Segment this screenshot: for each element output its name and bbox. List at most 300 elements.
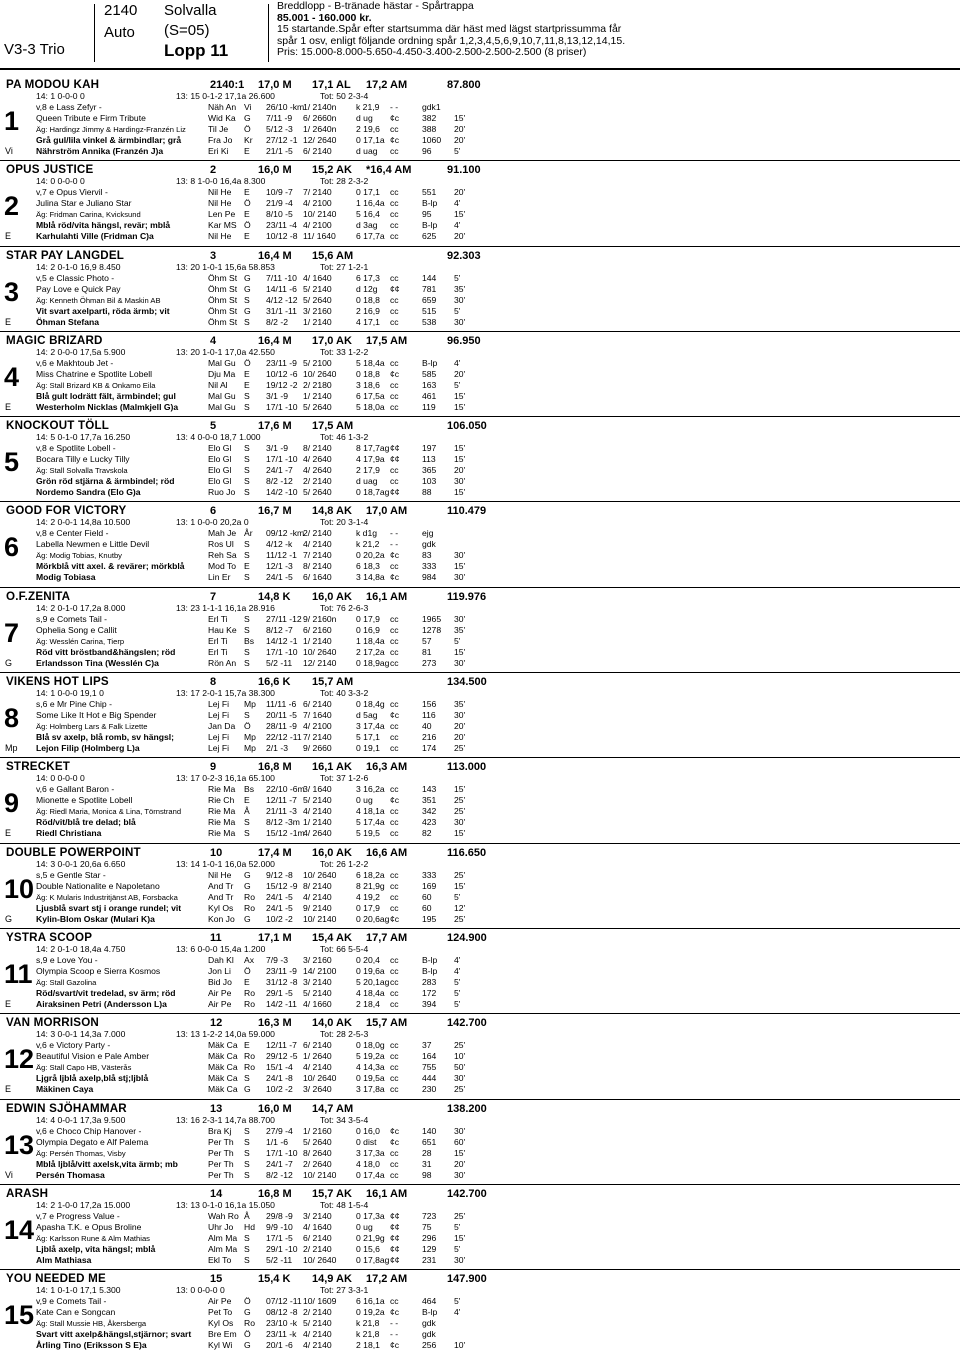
start-field: 35' (454, 624, 466, 635)
start-field: cc (390, 220, 399, 231)
horse-header-row (0, 334, 960, 348)
start-field: Dah Kl (208, 954, 234, 965)
record-time: 16,6 AM (366, 846, 408, 859)
start-field: Kyl Wi (208, 1340, 233, 1351)
record-time: 15,4 K (258, 1273, 291, 1286)
start-field: Per Th (208, 1158, 234, 1169)
racing-colors: Mblå ljblå/vitt axelsk,vita ärmb; mb (36, 1158, 178, 1169)
start-field: 5' (454, 976, 461, 987)
start-field: 30' (454, 476, 466, 487)
start-field: 8/ 2140 (303, 880, 332, 891)
start-row (0, 1137, 960, 1148)
start-field: cc (390, 613, 399, 624)
start-field: gdk1 (422, 102, 441, 112)
start-field: 0 20,6ag (356, 913, 390, 924)
start-field: 83 (422, 550, 432, 561)
start-field: 5/ 2640 (303, 294, 332, 305)
start-field: 60' (454, 1136, 466, 1147)
stats-total: Tot: 34 3-5-4 (320, 1114, 369, 1125)
start-field: 3 17,4a (356, 721, 385, 732)
start-field: 5' (454, 987, 461, 998)
start-field: 10/12 -6 (266, 368, 298, 379)
start-field: 4' (454, 220, 461, 231)
starters-rule: 15 startande.Spår efter startsumma där häst med lägst startprissumma får (277, 23, 622, 36)
start-field: 6/ 2140 (303, 146, 332, 156)
start-field: 3/ 2160 (303, 954, 332, 965)
start-field: 1/ 2140n (303, 102, 337, 112)
start-field: 464 (422, 1296, 437, 1307)
start-field: B-lp (422, 954, 438, 965)
horse-name[interactable]: KNOCKOUT TÖLL (6, 419, 110, 433)
start-field: 296 (422, 1232, 437, 1243)
horse-name[interactable]: STAR PAY LANGDEL (6, 248, 125, 262)
start-field: 11/ 1640 (303, 231, 336, 242)
start-field: 15/1 -4 (266, 1062, 293, 1073)
race-class: Breddlopp - B-tränade hästar - Spårtrappa (277, 0, 474, 12)
start-field: 1/ 2160 (303, 1125, 332, 1136)
horse-header-row (0, 1272, 960, 1286)
start-field: 28/11 -9 (266, 721, 297, 732)
start-field: 5/ 2100 (303, 357, 332, 368)
start-row (0, 146, 960, 157)
owner: Äg: Stall Brizard KB & Onkamo Eila (36, 380, 156, 390)
start-field: 113 (422, 454, 436, 465)
trainer-track: E (5, 828, 12, 839)
start-field: 5' (454, 1243, 461, 1254)
record-time: 16,6 K (258, 676, 291, 689)
start-field: S (244, 390, 250, 401)
start-field: E (244, 146, 250, 156)
dam-line: Olympia Degato e Alf Palema (36, 1136, 149, 1147)
start-field: 11/11 -6 (266, 699, 297, 710)
start-field: B-lp (422, 1307, 438, 1318)
record-time: 16,0 AK (312, 846, 352, 859)
start-field: cc (390, 965, 399, 976)
start-row (0, 572, 960, 583)
owner: Äg: Fridman Carina, Kvicksund (36, 210, 141, 220)
start-field: Rie Ma (208, 784, 236, 795)
stats-total: Tot: 37 1-2-6 (320, 773, 369, 784)
start-field: 1/ 2140 (303, 390, 332, 401)
start-field: 11/12 -1 (266, 550, 297, 561)
pedigree: v,6 e Choco Chip Hanover - (36, 1125, 142, 1136)
start-field: cc (390, 624, 399, 635)
start-field: 6 16,1a (356, 1296, 385, 1307)
start-field: 30' (454, 1169, 466, 1180)
start-field: 7/ 1640 (303, 710, 332, 721)
start-field: 0 20,4 (356, 954, 380, 965)
start-field: d uag (356, 146, 378, 156)
stats-2014: 14: 1 0-1-0 17,1 5.300 (36, 1285, 121, 1296)
start-field: E (244, 209, 250, 220)
start-field: Lej Fi (208, 743, 230, 754)
divider (94, 4, 95, 62)
racing-colors: Blå sv axelp, blå romb, sv hängsl; (36, 732, 175, 743)
start-field: 1/ 2140 (303, 635, 332, 646)
start-field: 20' (454, 231, 466, 242)
start-field: 15' (454, 390, 466, 401)
horse-header-row (0, 504, 960, 518)
horse-entry (0, 929, 960, 1014)
start-field: 28 (422, 1147, 432, 1158)
start-field: ¢c (390, 795, 400, 806)
start-points: 124.900 (447, 931, 487, 944)
start-field: 2/ 2140 (303, 1307, 332, 1318)
stats-total: Tot: 46 1-3-2 (320, 432, 369, 443)
start-field: E (244, 187, 250, 198)
start-field: 3 18,6 (356, 379, 380, 390)
start-field: Mah Je (208, 528, 237, 539)
start-field: S (244, 401, 250, 412)
start-field: Ö (244, 1296, 251, 1307)
start-field: 461 (422, 390, 437, 401)
start-field: 20' (454, 135, 466, 145)
start-field: cc (390, 828, 399, 839)
start-field: And Tr (208, 880, 234, 891)
stats-2013: 13: 16 2-3-1 14,7a 88.700 (176, 1114, 275, 1125)
start-field: 0 19,2a (356, 1307, 385, 1318)
start-field: S (244, 1125, 250, 1136)
record-time: 16,3 M (258, 1017, 292, 1030)
start-field: Per Th (208, 1136, 234, 1147)
horse-name[interactable]: YSTRA SCOOP (6, 930, 93, 944)
start-field: 4/ 2640 (303, 465, 332, 476)
start-field: 5' (454, 998, 461, 1009)
horse-name[interactable]: STRECKET (6, 760, 71, 774)
start-field: G (244, 1307, 251, 1318)
race-number: Lopp 11 (164, 41, 229, 60)
start-field: 10/ 2140 (303, 913, 337, 924)
start-field: 7/9 -3 (266, 954, 288, 965)
start-field: 3/ 2140 (303, 976, 332, 987)
start-field: ¢c (390, 135, 400, 145)
start-field: 27/12 -1 (266, 135, 298, 145)
start-field: 625 (422, 231, 437, 242)
start-field: 0 18,7ag (356, 487, 390, 498)
start-field: 10/ 2640 (303, 1254, 337, 1265)
horse-name[interactable]: VAN MORRISON (6, 1016, 100, 1030)
start-field: 14/2 -11 (266, 998, 297, 1009)
stats-total: Tot: 20 3-1-4 (320, 517, 369, 528)
start-field: 4/12 -12 (266, 294, 298, 305)
start-field: S (244, 657, 250, 668)
start-field: 27/11 -12 (266, 613, 302, 624)
start-field: Pet To (208, 1307, 233, 1318)
horse-name[interactable]: MAGIC BRIZARD (6, 333, 103, 347)
owner: Äg: Stall Mussie HB, Åkersberga (36, 1319, 147, 1329)
start-field: 17/1 -10 (266, 401, 298, 412)
record-time: 16,1 AM (366, 1187, 408, 1200)
start-field: 4 19,2 (356, 891, 380, 902)
trainer-track: G (5, 913, 13, 924)
header-rule (0, 68, 960, 70)
start-field: 0 dist (356, 1136, 377, 1147)
start-field: 30' (454, 710, 466, 721)
start-field: 5 19,5 (356, 828, 380, 839)
start-field: 5 18,0a (356, 401, 385, 412)
start-field: 24/1 -8 (266, 1073, 293, 1084)
stats-row (0, 603, 960, 614)
start-field: ¢c (390, 1125, 400, 1136)
start-field: Jon Li (208, 965, 231, 976)
start-field: B-lp (422, 220, 438, 231)
program-number: 7 (4, 617, 20, 648)
horse-name[interactable]: ARASH (6, 1186, 49, 1200)
stats-2014: 14: 2 0-1-0 17,2a 8.000 (36, 602, 126, 613)
start-field: cc (390, 316, 399, 327)
start-field: 14/11 -6 (266, 283, 297, 294)
start-field: 20' (454, 1158, 466, 1169)
owner: Äg: Persén Thomas, Visby (36, 1148, 126, 1158)
start-row (0, 306, 960, 317)
start-row (0, 806, 960, 817)
pedigree: s,6 e Mr Pine Chip - (36, 699, 112, 710)
start-field: ¢c (390, 1307, 400, 1318)
dam-line: Double Nationalite e Napoletano (36, 880, 160, 891)
stats-2014: 14: 5 0-1-0 17,7a 16.250 (36, 432, 131, 443)
record-time: 16,4 M (258, 249, 292, 262)
start-field: Mäk Ca (208, 1040, 238, 1051)
start-points: 119.976 (447, 590, 487, 603)
driver: Nährström Annika (Franzén J)a (36, 146, 164, 156)
stats-row (0, 859, 960, 870)
start-field: 6/ 2140 (303, 1232, 332, 1243)
start-field: 29/1 -10 (266, 1243, 298, 1254)
start-row (0, 784, 960, 795)
start-field: 5' (454, 635, 461, 646)
start-field: 21/9 -4 (266, 198, 293, 209)
start-field: 25' (454, 1084, 466, 1095)
horse-name[interactable]: PA MODOU KAH (6, 78, 100, 91)
start-field: G (244, 113, 251, 123)
start-field: 273 (422, 657, 437, 668)
start-field: 4 18,0 (356, 1158, 380, 1169)
start-field: S (244, 828, 250, 839)
driver: Årling Tino (Eriksson S E)a (36, 1340, 147, 1351)
start-field: Mal Gu (208, 401, 236, 412)
start-row (0, 1233, 960, 1244)
horse-name[interactable]: OPUS JUSTICE (6, 163, 94, 177)
program-number: 15 (4, 1300, 35, 1331)
start-field: 1/ 2640n (303, 124, 337, 134)
start-field: Bre Em (208, 1329, 237, 1340)
start-field: 25' (454, 743, 466, 754)
stats-2014: 14: 0 0-0-0 0 (36, 176, 85, 187)
start-field: 5/ 2140 (303, 795, 332, 806)
start-field: S (244, 1243, 250, 1254)
start-field: 30' (454, 294, 466, 305)
program-number: 2 (4, 191, 20, 222)
start-field: Ro (244, 1051, 255, 1062)
start-field: G (244, 1084, 251, 1095)
start-field: Ekl To (208, 1254, 232, 1265)
start-field: 116 (422, 710, 436, 721)
start-field: 5/ 2140 (303, 283, 332, 294)
start-row (0, 699, 960, 710)
post-position: 2140:1 (210, 79, 245, 91)
start-field: 8/2 -12 (266, 476, 293, 487)
stats-2014: 14: 2 0-1-0 16,9 8.450 (36, 261, 121, 272)
start-field: 25' (454, 806, 466, 817)
start-field: cc (390, 390, 399, 401)
start-field: 27/9 -4 (266, 1125, 293, 1136)
start-field: 35' (454, 699, 466, 710)
stats-2014: 14: 2 1-0-0 17,2a 15.000 (36, 1199, 131, 1210)
start-field: Erl Ti (208, 646, 228, 657)
horse-name[interactable]: VIKENS HOT LIPS (6, 675, 109, 689)
start-field: 6 18,2a (356, 869, 385, 880)
start-field: 5' (454, 379, 461, 390)
start-field: 0 17,4a (356, 1169, 385, 1180)
driver: Erlandsson Tina (Wesslén C)a (36, 657, 159, 668)
trainer-track: Vi (5, 1169, 13, 1180)
start-row (0, 721, 960, 732)
driver: Nordemo Sandra (Elo G)a (36, 487, 141, 498)
horse-name[interactable]: DOUBLE POWERPOINT (6, 845, 141, 859)
start-field: 283 (422, 976, 437, 987)
start-field: 3 14,8a (356, 572, 385, 583)
start-row (0, 295, 960, 306)
start-field: 4/ 2140 (303, 891, 332, 902)
start-field: 6/ 2140 (303, 1040, 332, 1051)
start-field: S (244, 646, 250, 657)
start-field: 5 17,4a (356, 817, 385, 828)
stats-row (0, 176, 960, 187)
horse-entry (0, 844, 960, 929)
start-row (0, 1244, 960, 1255)
start-field: Mäk Ca (208, 1073, 238, 1084)
start-field: 24/1 -5 (266, 902, 293, 913)
start-field: Rie Ch (208, 795, 235, 806)
start-field: 8/10 -5 (266, 209, 293, 220)
post-position: 15 (210, 1273, 223, 1286)
start-field: Mod To (208, 561, 237, 572)
start-field: 12/ 2140 (303, 657, 337, 668)
stats-2014: 14: 2 0-0-0 17,5a 5.900 (36, 346, 126, 357)
start-field: S (244, 465, 250, 476)
start-field: 585 (422, 368, 437, 379)
start-field: Ro (244, 987, 255, 998)
start-field: Per Th (208, 1169, 234, 1180)
start-field: Kon Jo (208, 913, 235, 924)
start-field: 6/ 2140 (303, 699, 332, 710)
record-time: 17,5 AM (366, 334, 408, 347)
start-row (0, 1084, 960, 1095)
start-field: 30' (454, 316, 466, 327)
horse-name[interactable]: EDWIN SJÖHAMMAR (6, 1101, 127, 1115)
start-field: 342 (422, 806, 437, 817)
racing-colors: Röd/vit/blå tre delad; blå (36, 817, 136, 828)
start-field: 365 (422, 465, 437, 476)
stats-2014: 14: 1 0-0-0 19,1 0 (36, 688, 104, 699)
start-field: S (244, 294, 250, 305)
stats-2013: 13: 0 0-0-0 0 (176, 1285, 225, 1296)
start-field: G (244, 305, 251, 316)
start-field: S (244, 1136, 250, 1147)
stats-total: Tot: 33 1-2-2 (320, 346, 369, 357)
start-field: 23/11 -9 (266, 357, 297, 368)
start-field: 8/12 -7 (266, 624, 293, 635)
start-field: 25' (454, 1040, 466, 1051)
start-field: 8 21,9g (356, 880, 385, 891)
start-row (0, 658, 960, 669)
dam-line: Bocara Tilly e Lucky Tilly (36, 454, 130, 465)
start-field: 0 16,9 (356, 624, 380, 635)
start-field: ejg (422, 528, 434, 539)
record-time: 17,0 AM (366, 505, 408, 518)
start-field: 103 (422, 476, 437, 487)
start-field: S (244, 550, 250, 561)
record-time: 17,5 AM (312, 420, 354, 433)
start-field: 14/12 -1 (266, 635, 298, 646)
start-field: 4 14,3a (356, 1062, 385, 1073)
start-row (0, 465, 960, 476)
horse-name[interactable]: O.F.ZENITA (6, 589, 71, 603)
start-field: 5 18,4a (356, 357, 385, 368)
start-field: 4/ 2140 (303, 1329, 332, 1340)
start-field: S (244, 539, 250, 550)
driver: Karhulahti Ville (Fridman C)a (36, 231, 154, 242)
start-field: cc (390, 1051, 399, 1062)
start-field: 2 18,4 (356, 998, 380, 1009)
record-time: 15,7 AM (366, 1017, 408, 1030)
start-row (0, 966, 960, 977)
start-field: 7/11 -9 (266, 113, 293, 123)
start-field: 4/ 2140 (303, 806, 332, 817)
start-field: k 21,8 (356, 1318, 380, 1329)
record-time: 16,4 M (258, 334, 292, 347)
start-field: År (244, 528, 253, 539)
record-time: 17,7 AM (366, 931, 408, 944)
start-field: 15' (454, 209, 466, 220)
start-field: 12/11 -7 (266, 1040, 297, 1051)
start-field: 2 19,6 (356, 124, 380, 134)
start-field: 0 15,6 (356, 1243, 380, 1254)
start-row (0, 828, 960, 839)
start-field: cc (390, 209, 399, 220)
horse-name[interactable]: YOU NEEDED ME (6, 1272, 106, 1286)
start-field: 8 17,7ag (356, 443, 390, 454)
start-field: gdk (422, 1329, 436, 1340)
start-field: 538 (422, 316, 437, 327)
owner: Äg: Stall Solvalla Travskola (36, 466, 128, 476)
start-field: 2 17,9 (356, 465, 380, 476)
start-field: B-lp (422, 198, 438, 209)
start-field: ¢c (390, 710, 400, 721)
start-field: S (244, 710, 250, 721)
start-field: 0 19,1 (356, 743, 380, 754)
record-time: 16,0 M (258, 164, 292, 177)
start-field: Mp (244, 732, 256, 743)
horse-name[interactable]: GOOD FOR VICTORY (6, 504, 127, 518)
owner: Äg: Modig Tobias, Knutby (36, 551, 122, 561)
post-position: 12 (210, 1017, 223, 1030)
start-field: 5' (454, 146, 461, 156)
owner: Äg: K Mularis Industritjänst AB, Forsbacka (36, 892, 178, 902)
start-field: Elo Gl (208, 443, 232, 454)
start-field: 4/ 2140 (303, 539, 332, 550)
start-row (0, 198, 960, 209)
start-field: Ro (244, 902, 255, 913)
start-field: 81 (422, 646, 432, 657)
dam-line: Queen Tribute e Firm Tribute (36, 113, 146, 123)
start-field: 5 20,1ag (356, 976, 390, 987)
racing-colors: Röd/svart/vit tredelad, sv ärm; röd (36, 987, 176, 998)
stats-2013: 13: 17 0-2-3 16,1a 65.100 (176, 773, 275, 784)
start-field: cc (390, 124, 399, 134)
start-field: 4' (454, 357, 461, 368)
stats-total: Tot: 27 1-2-1 (320, 261, 369, 272)
